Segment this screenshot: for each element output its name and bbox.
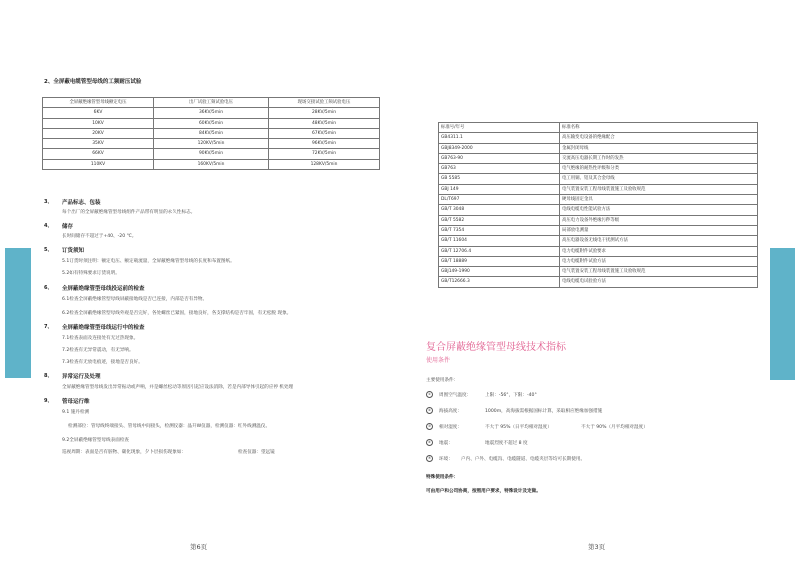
table-cell: GB763 <box>439 164 560 174</box>
table-cell: GB/T12666.3 <box>439 277 560 287</box>
standards-table <box>438 122 758 288</box>
table-cell: 电气装置安装工程母线装置施工及验收规范 <box>560 267 758 277</box>
table-row <box>43 139 380 149</box>
table-row <box>439 133 758 143</box>
table-row <box>439 205 758 215</box>
table-cell: 10KV <box>43 118 154 128</box>
table-row <box>43 108 380 118</box>
table-cell: 交流高压电器长期工作时的发热 <box>560 153 758 163</box>
section8-number: 8、 <box>44 373 53 379</box>
condition-label: 地震： <box>439 441 453 446</box>
table-header: 出厂试验工频试验电压 <box>154 98 269 108</box>
table-cell: 电气装置安装工程母线装置施工及验收规范 <box>560 184 758 194</box>
section6-text-1: 6.1检查全屏蔽绝缘管型母线屏蔽接地线是否已连接，内部是否有异物。 <box>62 297 208 302</box>
condition-2 <box>426 407 602 414</box>
table-row <box>439 174 758 184</box>
table-row <box>439 215 758 225</box>
circle-number-icon: ② <box>427 408 432 412</box>
condition-label: 相对湿度： <box>439 425 462 430</box>
usage-conditions-subtitle: 使用条件 <box>426 357 451 364</box>
section9-text-1: 9.1 施丹检测 <box>62 410 90 415</box>
table-cell: 局部放电测量 <box>560 225 758 235</box>
condition-4 <box>426 439 528 446</box>
main-conditions-title: 主要使用条件： <box>426 378 459 383</box>
table-row <box>439 236 758 246</box>
section9-number: 9、 <box>44 398 53 404</box>
table-header: 现场交接试验工频试验电压 <box>269 98 380 108</box>
table-cell: GB/T 12706.4 <box>439 246 560 256</box>
table-header: 标准名称 <box>560 123 758 133</box>
table-cell: 高压电器设备无线电干扰测试方法 <box>560 236 758 246</box>
condition-value: 上限：-56°，下限：-40° <box>485 393 537 398</box>
table-cell: 66KV <box>43 149 154 159</box>
table-cell: 电线电缆电性能试验方法 <box>560 205 758 215</box>
condition-value-2: 不大于 90%（月平均相对湿度） <box>581 425 648 430</box>
table-cell: GB 5585 <box>439 174 560 184</box>
table-cell: 金属封闭母线 <box>560 143 758 153</box>
table-cell: GB/T 5582 <box>439 215 560 225</box>
table-row <box>439 277 758 287</box>
left-page <box>20 0 390 565</box>
table-cell: 128KV/5min <box>269 159 380 169</box>
table-cell: 电力电缆附件试验方法 <box>560 256 758 266</box>
table-cell: 6KV <box>43 108 154 118</box>
table-cell: 60KV/5min <box>154 118 269 128</box>
section9-text-3: 9.2全屏蔽绝缘管型母线表面检查 <box>62 438 130 443</box>
section6-title: 全屏蔽绝缘管型母线投运前的检查 <box>62 286 145 292</box>
table-row <box>439 195 758 205</box>
table-cell: GB/T 18889 <box>439 256 560 266</box>
section5-number: 5、 <box>44 247 53 253</box>
right-side-tab <box>770 248 795 380</box>
condition-value: 不大于 95%（日平均相对湿度） <box>485 425 552 430</box>
table-row <box>439 225 758 235</box>
section8-title: 异常运行及处理 <box>62 374 101 380</box>
condition-label: 环境： <box>439 457 453 462</box>
table-cell: GBJ 149 <box>439 184 560 194</box>
table-cell: 67KV/5min <box>269 128 380 138</box>
special-conditions-title: 特殊使用条件： <box>426 475 459 480</box>
section6-number: 6、 <box>44 285 53 291</box>
condition-1 <box>426 391 537 398</box>
table-cell: 72KV/5min <box>269 149 380 159</box>
table-row <box>43 149 380 159</box>
table-cell: 28KV/5min <box>269 108 380 118</box>
table-cell: GB/T 3048 <box>439 205 560 215</box>
table-cell: 48KV/5min <box>269 118 380 128</box>
table-cell: GB763-90 <box>439 153 560 163</box>
circle-number-icon: ③ <box>427 424 432 428</box>
section6-text-2: 6.2检查全屏蔽绝缘管型母线外观是否完好，各处螺丝已紧固，接地良好，各支撑结构是否牢固，有无松脱 现象。 <box>62 311 292 316</box>
table-header-row <box>439 123 758 133</box>
condition-3 <box>426 423 648 430</box>
section8-text: 全屏蔽绝缘管型母线发出异常振动或声响，并是螺丝松动等原因引起应设法消除，若是内部导体引起的应停 机处理 <box>62 385 294 390</box>
right-page-number: 第3页 <box>588 543 606 551</box>
condition-value: 1000m，高海拔需根据国标计算，采取相应绝缘加强措施 <box>485 409 603 414</box>
condition-value: 地震烈度不超过 8 度 <box>485 441 528 446</box>
section5-text-1: 5.1订货时须注明：额定电压、额定载流量，全屏蔽绝缘管型母线的长度和布置图纸。 <box>62 259 235 264</box>
table-cell: 96KV/5min <box>269 139 380 149</box>
circle-number-icon: ① <box>427 392 432 396</box>
circle-number-icon: ⑤ <box>427 456 432 460</box>
table-cell: 110KV <box>43 159 154 169</box>
table-cell: 硬母线固定金具 <box>560 195 758 205</box>
table-row <box>43 159 380 169</box>
table-cell: DL/T697 <box>439 195 560 205</box>
table-row <box>439 256 758 266</box>
table-header: 标准号/年号 <box>439 123 560 133</box>
table-cell: 电力电缆附件试验要求 <box>560 246 758 256</box>
table-cell: 电工用铜、铝及其合金母线 <box>560 174 758 184</box>
right-page <box>418 0 770 565</box>
table-cell: 35KV <box>43 139 154 149</box>
table-row <box>439 153 758 163</box>
section3-title: 产品标志、包装 <box>62 200 101 206</box>
section2-title: 2、全屏蔽电缆管型母线的工频耐压试验 <box>44 79 142 85</box>
section9-text-4: 巡视周期：表面是否有脏物、碳化现象，夕卜层损伤现象如： <box>62 450 187 455</box>
table-row <box>439 143 758 153</box>
section4-number: 4、 <box>44 223 53 229</box>
table-cell: GB/T 7354 <box>439 225 560 235</box>
table-row <box>439 246 758 256</box>
section7-number: 7、 <box>44 324 53 330</box>
table-row <box>439 164 758 174</box>
table-cell: GB/T 11604 <box>439 236 560 246</box>
table-header-row <box>43 98 380 108</box>
condition-label: 海拔高度： <box>439 409 462 414</box>
tech-spec-title: 复合屏蔽绝缘管型母线技术指标 <box>426 342 566 353</box>
condition-value: 户内、户外、电缆沟、电缆隧道、电缆夹层等均可长期使用。 <box>461 457 586 462</box>
table-header: 全屏蔽绝缘管型母线额定电压 <box>43 98 154 108</box>
left-page-number: 第6页 <box>190 543 208 551</box>
section7-text-3: 7.3检查有无放电痕迹，接地是否良好。 <box>62 360 143 365</box>
section7-text-1: 7.1检查表面及连接处有无过热现象。 <box>62 336 139 341</box>
table-cell: GBJ149-1990 <box>439 267 560 277</box>
table-cell: GBJ8349-2000 <box>439 143 560 153</box>
section4-text: 长时间储存不超过于+40、-20 ℃。 <box>62 234 137 239</box>
section3-number: 3、 <box>44 199 53 205</box>
table-row <box>439 184 758 194</box>
section5-title: 订货须知 <box>62 248 85 254</box>
table-row <box>439 267 758 277</box>
voltage-test-table <box>42 97 380 170</box>
circle-number-icon: ④ <box>427 440 432 444</box>
special-conditions-text: 可由用户和公司协商，按照用户要求，特殊设计及定做。 <box>426 489 541 494</box>
table-cell: 84KV/5min <box>154 128 269 138</box>
condition-label: 周围空气温度： <box>439 393 472 398</box>
section7-title: 全屏蔽绝缘管型母线运行中的检查 <box>62 325 145 331</box>
table-cell: 160KV/5min <box>154 159 269 169</box>
table-cell: 120KV/5min <box>154 139 269 149</box>
table-cell: 高压电力设备外绝缘污秽等级 <box>560 215 758 225</box>
table-row <box>43 128 380 138</box>
table-cell: 电线电缆电试验验方法 <box>560 277 758 287</box>
section9-text-2: 检测部位：管母线终端接头、管母线中间接头，检测仪器：晶升W仪器，检测仪器：红外线测温仪。 <box>68 424 271 429</box>
condition-5 <box>426 455 585 462</box>
table-cell: 36KV/5min <box>154 108 269 118</box>
table-cell: 90KV/5min <box>154 149 269 159</box>
section4-title: 储存 <box>62 224 74 230</box>
section7-text-2: 7.2检查有无异常震动，有无异响。 <box>62 348 134 353</box>
section9-text-4b: 检查仪器：望远镜 <box>238 450 275 455</box>
section5-text-2: 5.2如有特殊要求订货说明。 <box>62 271 120 276</box>
table-cell: 电气绝缘的耐热性评级和分类 <box>560 164 758 174</box>
table-cell: 高压输变电设备的绝缘配合 <box>560 133 758 143</box>
table-cell: GB4311.1 <box>439 133 560 143</box>
section9-title: 管母运行维 <box>62 399 90 405</box>
section3-text: 每个出厂的全屏蔽绝缘管型母线组件产品带有明显的永久性标志。 <box>62 210 196 215</box>
table-row <box>43 118 380 128</box>
table-cell: 20KV <box>43 128 154 138</box>
